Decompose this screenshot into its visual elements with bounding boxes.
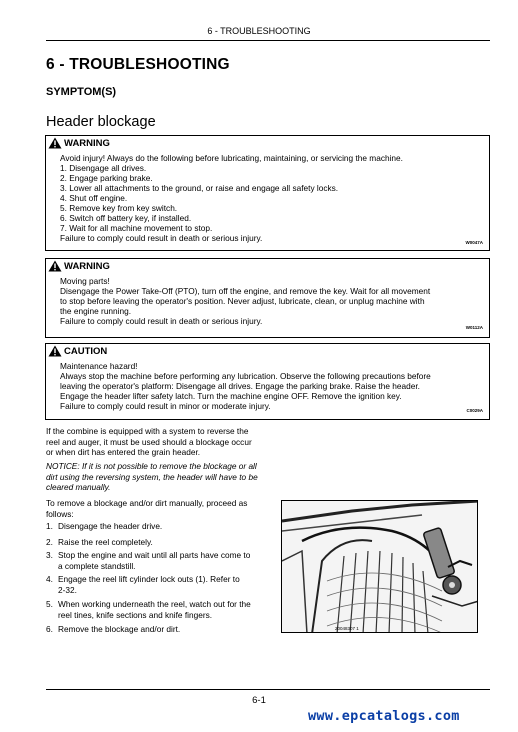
watermark: www.epcatalogs.com <box>308 708 460 724</box>
warning-header <box>46 259 489 273</box>
warning-line: the engine running. <box>60 306 132 316</box>
body-line: follows: <box>46 508 74 519</box>
caution-header <box>46 344 489 358</box>
step-line: Engage the reel lift cylinder lock outs (1). Refer to <box>58 574 240 584</box>
step-line: Raise the reel completely. <box>58 537 153 547</box>
step-number: 5. <box>46 599 53 609</box>
page-title: 6 - TROUBLESHOOTING <box>46 56 230 73</box>
step-number: 2. <box>46 537 53 547</box>
reel-lift-cylinder-illustration <box>281 500 478 633</box>
warning-text <box>60 276 477 326</box>
body-line: To remove a blockage and/or dirt manually, proceed as <box>46 498 248 508</box>
figure-caption: 20048307 1 <box>335 626 359 631</box>
step-line: a complete standstill. <box>58 560 136 571</box>
caution-label: CAUTION <box>64 345 108 357</box>
warning-line: Moving parts! <box>60 276 110 286</box>
procedure-intro <box>46 498 268 519</box>
caution-line: leaving the operator's platform: Disengage all drives. Engage the parking brake. Raise the header. <box>60 381 420 391</box>
page-number: 6-1 <box>252 695 266 706</box>
symptoms-heading: SYMPTOM(S) <box>46 86 117 98</box>
warning-box-2 <box>45 258 490 338</box>
warning-line: to stop before leaving the operator's position. Never adjust, lubricate, clean, or unplug machine with <box>60 296 425 306</box>
warning-label: WARNING <box>64 137 110 149</box>
running-head: 6 - TROUBLESHOOTING <box>207 26 311 36</box>
body-line: or when dirt has entered the grain header. <box>46 447 201 457</box>
warning-triangle-icon <box>48 260 62 272</box>
footer-rule <box>46 689 490 690</box>
step-number: 4. <box>46 574 53 584</box>
caution-line: Engage the header lifter safety latch. Turn the machine engine OFF. Remove the ignition key. <box>60 391 402 401</box>
step-line: Disengage the header drive. <box>58 521 163 531</box>
warning-line: 7. Wait for all machine movement to stop. <box>60 223 213 233</box>
body-line: reel and auger, it must be used should a blockage occur <box>46 436 252 447</box>
warning-code: W0112A <box>465 325 483 330</box>
warning-line: Failure to comply could result in death or serious injury. <box>60 233 263 243</box>
warning-triangle-icon <box>48 137 62 149</box>
body-line: If the combine is equipped with a system to reverse the <box>46 426 249 436</box>
notice-line: dirt using the reversing system, the header will have to be <box>46 471 258 482</box>
section-heading: Header blockage <box>46 114 156 130</box>
notice-line: cleared manually. <box>46 482 111 492</box>
step-line: Remove the blockage and/or dirt. <box>58 624 181 634</box>
step-line: reel tines, knife sections and knife fingers. <box>58 609 213 620</box>
warning-line: Disengage the Power Take-Off (PTO), turn off the engine, and remove the key. Wait for all movement <box>60 286 431 296</box>
warning-code: W0047A <box>465 240 483 245</box>
illustration-drawing <box>282 501 478 633</box>
caution-line: Always stop the machine before performing any lubrication. Observe the following precautions before <box>60 371 431 381</box>
warning-line: 4. Shut off engine. <box>60 193 128 203</box>
warning-header <box>46 136 489 150</box>
warning-text <box>60 153 477 243</box>
warning-line: Avoid injury! Always do the following before lubricating, maintaining, or servicing the machine. <box>60 153 403 163</box>
warning-line: Failure to comply could result in death or serious injury. <box>60 316 263 326</box>
caution-line: Failure to comply could result in minor or moderate injury. <box>60 401 271 411</box>
caution-triangle-icon <box>48 345 62 357</box>
step-line: When working underneath the reel, watch out for the <box>58 599 251 609</box>
caution-text <box>60 361 477 411</box>
warning-line: 2. Engage parking brake. <box>60 173 153 183</box>
intro-paragraph <box>46 426 268 458</box>
warning-line: 1. Disengage all drives. <box>60 163 147 173</box>
warning-line: 3. Lower all attachments to the ground, or raise and engage all safety locks. <box>60 183 339 193</box>
warning-line: 5. Remove key from key switch. <box>60 203 178 213</box>
step-number: 1. <box>46 521 53 531</box>
notice-line: NOTICE: If it is not possible to remove the blockage or all <box>46 461 257 471</box>
step-line: 2-32. <box>58 584 77 595</box>
step-number: 3. <box>46 550 53 560</box>
header-rule <box>46 40 490 41</box>
step-number: 6. <box>46 624 53 634</box>
notice-paragraph <box>46 461 268 493</box>
caution-line: Maintenance hazard! <box>60 361 138 371</box>
caution-box <box>45 343 490 420</box>
caution-code: C0029A <box>466 408 483 413</box>
warning-line: 6. Switch off battery key, if installed. <box>60 213 192 223</box>
warning-box-1 <box>45 135 490 251</box>
warning-label: WARNING <box>64 260 110 272</box>
step-line: Stop the engine and wait until all parts have come to <box>58 550 251 560</box>
